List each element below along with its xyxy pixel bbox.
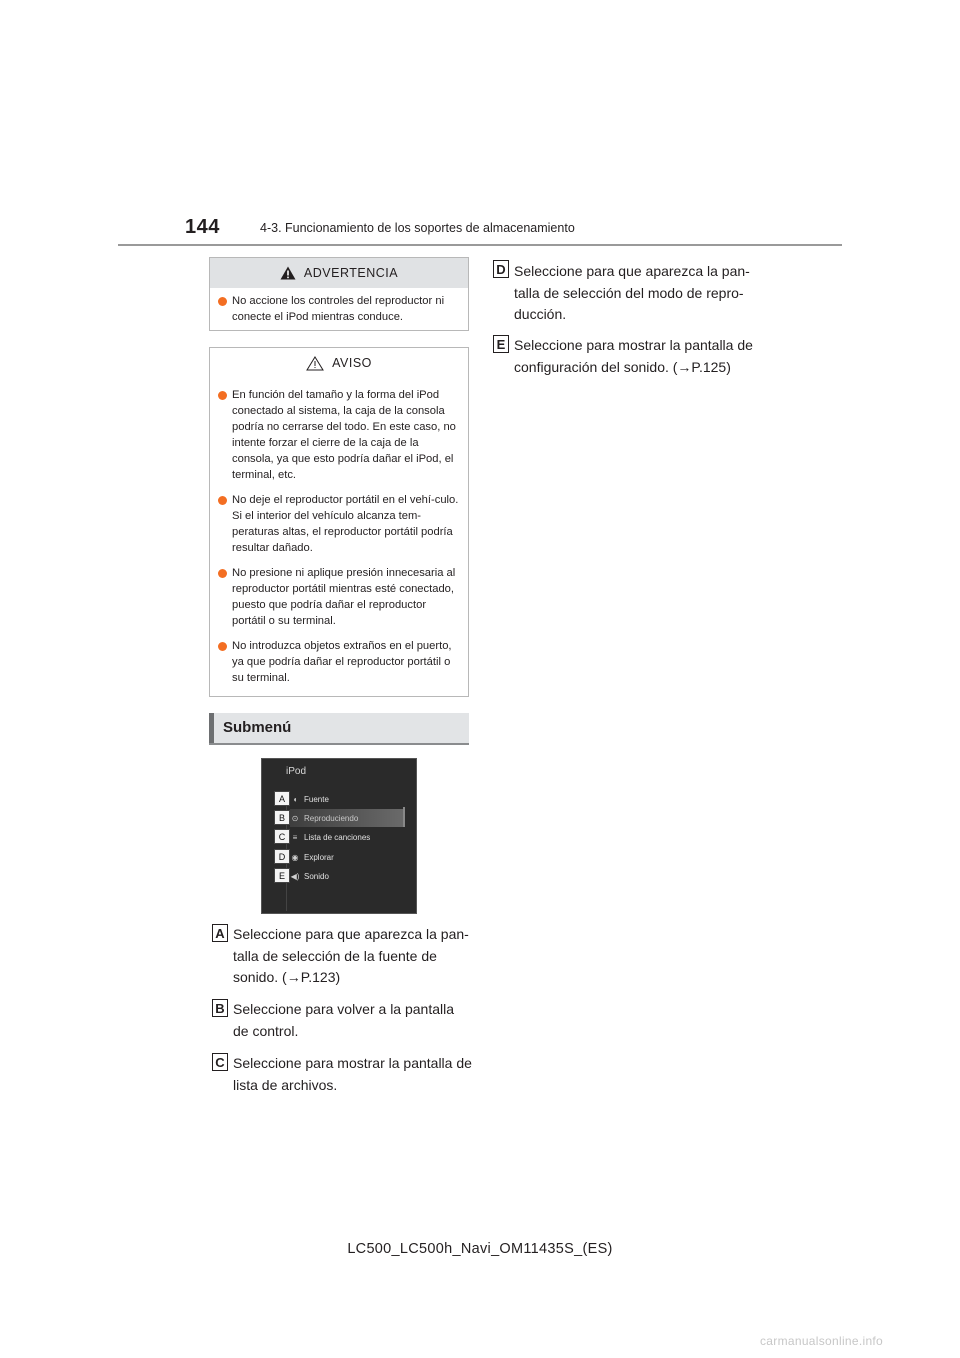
notice-box bbox=[209, 347, 469, 697]
header-divider bbox=[118, 244, 842, 246]
label-d: D bbox=[493, 260, 509, 278]
caution-triangle-icon bbox=[306, 356, 324, 371]
notice-text: No deje el reproductor portátil en el vehí-culo. Si el interior del vehículo alcanza tem-peraturas altas, el reproductor portátil podría resultar dañado. bbox=[232, 494, 459, 554]
eye-icon: ◉ bbox=[291, 852, 299, 862]
callout-b: B bbox=[274, 810, 290, 825]
description-e: Seleccione para mostrar la pantalla de configuración del sonido. (→P.125) bbox=[514, 337, 753, 375]
bullet-icon bbox=[218, 496, 227, 505]
description-b: Seleccione para volver a la pantalla de control. bbox=[233, 1001, 455, 1039]
warning-triangle-icon bbox=[280, 266, 296, 280]
description-d: Seleccione para que aparezca la pan-talla de selección del modo de repro-ducción. bbox=[514, 263, 750, 322]
bullet-icon bbox=[218, 642, 227, 651]
menu-item-lista-de-canciones[interactable] bbox=[290, 828, 404, 846]
play-circle-icon: ⊙ bbox=[291, 813, 299, 823]
callout-a: A bbox=[274, 791, 290, 806]
screen-title: iPod bbox=[286, 766, 307, 777]
notice-header bbox=[210, 348, 468, 378]
notice-item bbox=[218, 638, 460, 686]
playlist-icon: ≡ bbox=[292, 832, 298, 842]
menu-item-label: Lista de canciones bbox=[304, 832, 371, 842]
callout-e: E bbox=[274, 868, 290, 883]
notice-item bbox=[218, 387, 460, 483]
menu-item-label: Explorar bbox=[304, 852, 334, 862]
menu-item-label: Reproduciendo bbox=[304, 813, 359, 823]
submenu-heading bbox=[209, 713, 469, 745]
notice-item bbox=[218, 565, 460, 629]
notice-text: No introduzca objetos extraños en el puerto, ya que podría dañar el reproductor portátil o su terminal. bbox=[232, 640, 452, 684]
menu-item-fuente[interactable] bbox=[290, 790, 404, 808]
warning-item bbox=[218, 293, 460, 325]
bullet-icon bbox=[218, 297, 227, 306]
menu-item-sonido[interactable] bbox=[290, 867, 404, 885]
label-c: C bbox=[212, 1053, 228, 1071]
warning-text: No accione los controles del reproductor ni conecte el iPod mientras conduce. bbox=[232, 295, 445, 323]
bullet-icon bbox=[218, 391, 227, 400]
site-watermark: carmanualsonline.info bbox=[760, 1334, 884, 1348]
page-number: 144 bbox=[185, 216, 220, 238]
notice-text: En función del tamaño y la forma del iPod conectado al sistema, la caja de la consola podría no cerrarse del todo. En este caso, no intente forzar el cierre de la caja de la consola, ya que esto podría dañar el iPod, el terminal, etc. bbox=[232, 389, 456, 481]
notice-item bbox=[218, 492, 460, 556]
warning-header bbox=[210, 258, 468, 288]
warning-title: ADVERTENCIA bbox=[303, 266, 399, 280]
heading-bar bbox=[209, 713, 214, 743]
label-a: A bbox=[212, 924, 228, 942]
manual-code: LC500_LC500h_Navi_OM11435S_(ES) bbox=[347, 1241, 613, 1257]
label-e: E bbox=[493, 335, 509, 353]
warning-box bbox=[209, 257, 469, 331]
menu-item-label: Sonido bbox=[304, 871, 329, 881]
ipod-submenu-screenshot bbox=[261, 758, 417, 914]
speaker-icon: ◀) bbox=[290, 871, 300, 881]
section-title: 4-3. Funcionamiento de los soportes de almacenamiento bbox=[260, 221, 575, 235]
notice-title: AVISO bbox=[332, 356, 372, 370]
callout-d: D bbox=[274, 849, 290, 864]
description-c: Seleccione para mostrar la pantalla de lista de archivos. bbox=[233, 1055, 472, 1093]
menu-item-label: Fuente bbox=[304, 794, 329, 804]
bullet-icon bbox=[218, 569, 227, 578]
label-b: B bbox=[212, 999, 228, 1017]
menu-item-reproduciendo[interactable] bbox=[290, 809, 404, 827]
scrollbar bbox=[403, 807, 405, 827]
notice-text: No presione ni aplique presión innecesaria al reproductor portátil mientras esté conectado, puesto que podría dañar el reproductor portátil o su terminal. bbox=[232, 567, 456, 627]
description-a: Seleccione para que aparezca la pan-talla de selección de la fuente de sonido. (→P.123) bbox=[233, 926, 469, 985]
callout-c: C bbox=[274, 829, 290, 844]
menu-item-explorar[interactable] bbox=[290, 848, 404, 866]
source-icon: ◖ bbox=[292, 794, 298, 804]
submenu-heading-text: Submenú bbox=[223, 719, 292, 736]
